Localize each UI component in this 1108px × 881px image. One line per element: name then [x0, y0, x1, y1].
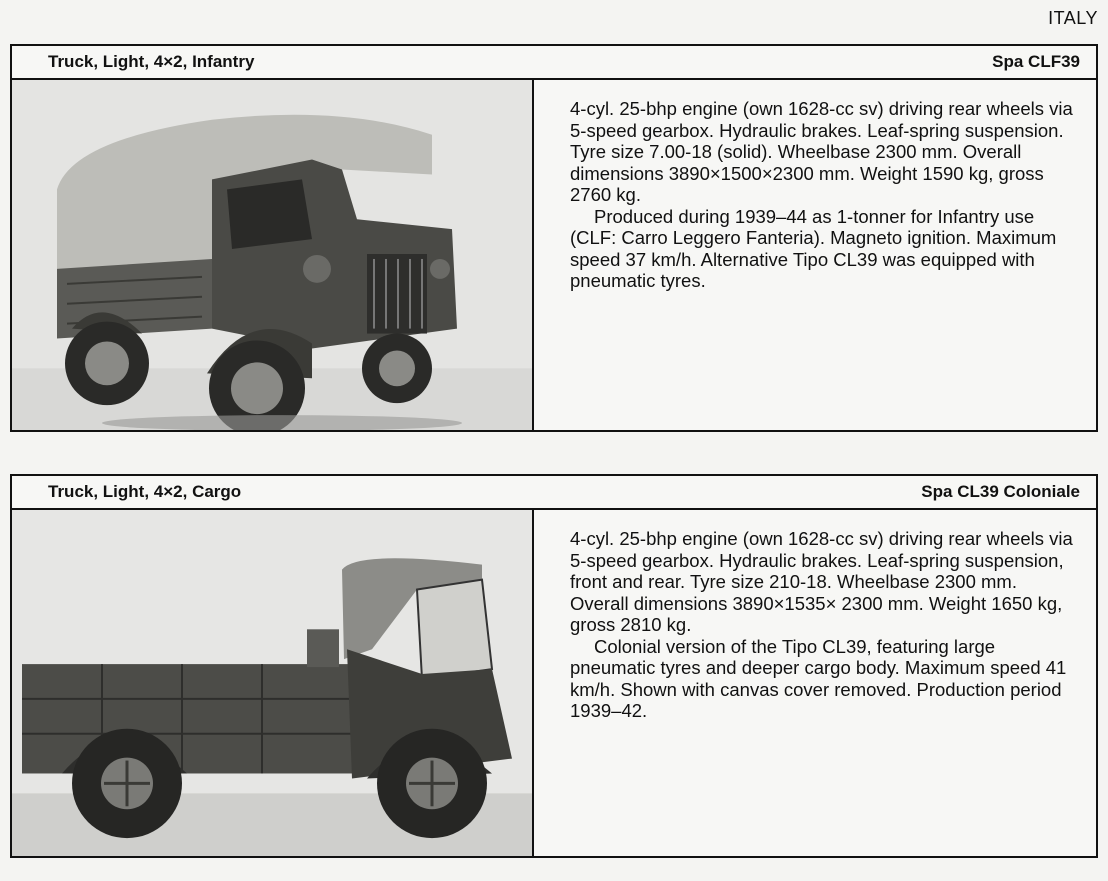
entry-header [12, 476, 1096, 510]
spec-paragraph: 4-cyl. 25-bhp engine (own 1628-cc sv) driving rear wheels via 5-speed gearbox. Hydraulic brakes. Leaf-spring suspension, front and rear. Tyre size 210-18. Wheelbase 2300 mm. Overall dimensions 3890×1535× 2300 mm. Weight 1650 kg, gross 2810 kg. [570, 528, 1073, 635]
history-paragraph: Colonial version of the Tipo CL39, featuring large pneumatic tyres and deeper cargo body. Maximum speed 41 km/h. Shown with canvas cover removed. Production period 1939–42. [570, 635, 1067, 721]
cargo-truck-photo [12, 510, 534, 856]
entry-body [12, 510, 1096, 856]
truck-photo-icon [12, 80, 532, 430]
vehicle-category: Truck, Light, 4×2, Cargo [48, 482, 242, 501]
history-paragraph: Produced during 1939–44 as 1-tonner for Infantry use (CLF: Carro Leggero Fanteria). Magneto ignition. Maximum speed 37 km/h. Alternative Tipo CL39 was equipped with pneumatic tyres. [570, 205, 1057, 291]
entry-body [12, 80, 1096, 430]
vehicle-entry-clf39 [10, 44, 1098, 432]
vehicle-description [534, 510, 1096, 856]
truck-photo-icon [12, 510, 532, 856]
entry-header [12, 46, 1096, 80]
spec-paragraph: 4-cyl. 25-bhp engine (own 1628-cc sv) driving rear wheels via 5-speed gearbox. Hydraulic brakes. Leaf-spring suspension. Tyre size 7.00-18 (solid). Wheelbase 2300 mm. Overall dimensions 3890×1500×2300 mm. Weight 1590 kg, gross 2760 kg. [570, 98, 1073, 205]
vehicle-entry-cl39-coloniale [10, 474, 1098, 858]
vehicle-category: Truck, Light, 4×2, Infantry [48, 52, 255, 71]
vehicle-model: Spa CLF39 [992, 52, 1080, 71]
country-heading: ITALY [1048, 8, 1098, 28]
vehicle-model: Spa CL39 Coloniale [921, 482, 1080, 501]
infantry-truck-photo [12, 80, 534, 430]
vehicle-description [534, 80, 1096, 430]
